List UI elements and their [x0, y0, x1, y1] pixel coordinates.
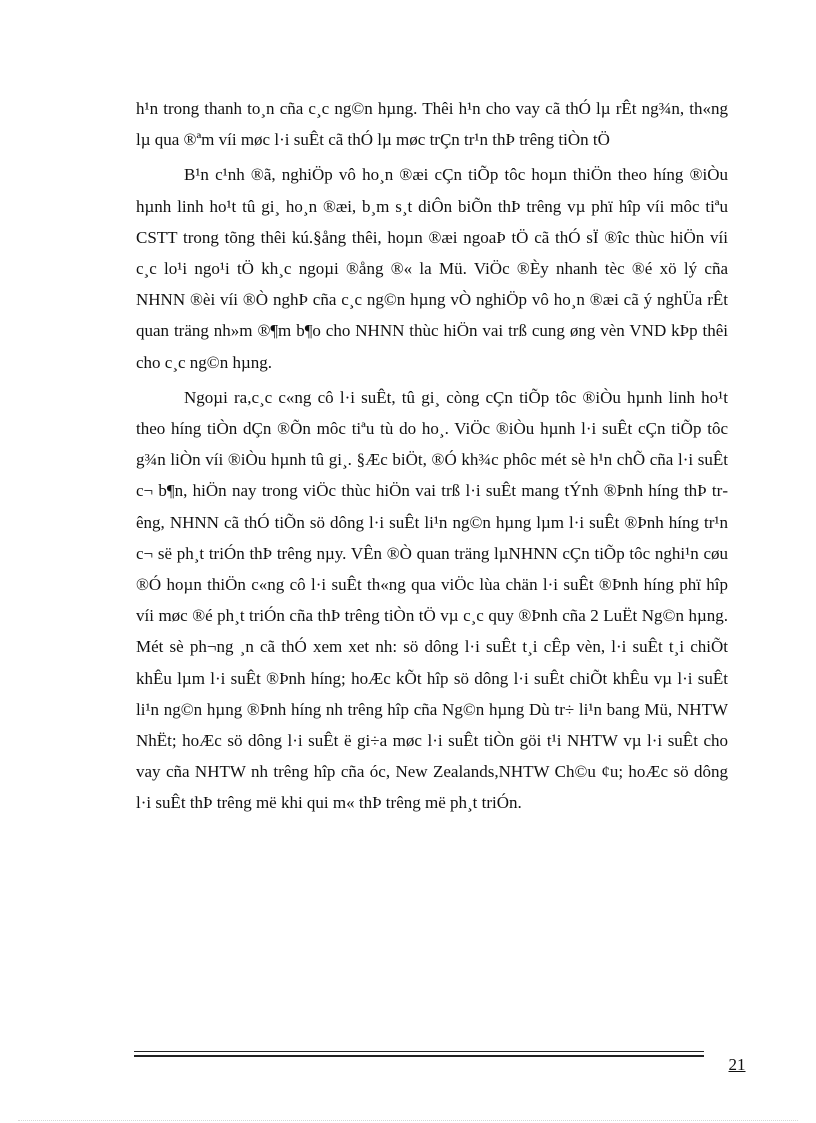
- footer-rule-top: [134, 1051, 704, 1052]
- page-edge-divider: [18, 1120, 798, 1121]
- paragraph-swap-operations: B¹n c¹nh ®ã, nghiÖp vô ho¸n ®æi cÇn tiÕp tôc hoµn thiÖn theo híng ®iÒu hµnh linh ho¹t tû gi¸ ho¸n ®æi, b¸m s¸t diÔn biÕn thÞ trêng vµ phï hîp víi môc tiªu CSTT trong tõng thêi kú.§ång thêi, hoµn ®æi ngoaÞ tÖ cã thÓ sÏ ®îc thùc hiÖn víi c¸c lo¹i ngo¹i tÖ kh¸c ngoµi ®ång ®« la Mü. ViÖc ®Èy nhanh tèc ®é xö lý cña NHNN ®èi víi ®Ò nghÞ cña c¸c ng©n hµng vÒ nghiÖp vô ho¸n ®æi cã ý nghÜa rÊt quan träng nh»m ®¶m b¶o cho NHNN thùc hiÖn vai trß cung øng vèn VND kÞp thêi cho c¸c ng©n hµng.: [136, 165, 728, 372]
- document-body: [136, 93, 728, 819]
- page-number: 21: [728, 1055, 746, 1074]
- paragraph-interest-rate-tools: Ngoµi ra,c¸c c«ng cô l·i suÊt, tû gi¸ còng cÇn tiÕp tôc ®iÒu hµnh linh ho¹t theo híng tiÒn dÇn ®Õn môc tiªu tù do ho¸. ViÖc ®iÒu hµnh l·i suÊt cÇn tiÕp tôc g¾n liÒn víi ®iÒu hµnh tû gi¸. §Æc biÖt, ®Ó kh¾c phôc mét sè h¹n chÕ cña l·i suÊt c¬ b¶n, hiÖn nay trong viÖc thùc hiÖn vai trß l·i suÊt mang tÝnh ®Þnh híng thÞ trêng, NHNN cã thÓ tiÕn sö dông l·i suÊt li¹n ng©n hµng lµm l·i suÊt ®Þnh híng tr¹n c¬ së ph¸t triÓn thÞ trêng nµy. VÊn ®Ò quan träng lµNHNN cÇn tiÕp tôc nghi¹n cøu ®Ó hoµn thiÖn c«ng cô l·i suÊt th«ng qua viÖc lùa chän l·i suÊt ®Þnh híng phï hîp víi møc ®é ph¸t triÓn cña thÞ trêng tiÒn tÖ vµ c¸c quy ®Þnh cña 2 LuËt Ng©n hµng. Mét sè ph¬ng ¸n cã thÓ xem xet nh: sö dông l·i suÊt t¸i cÊp vèn, l·i suÊt t¸i chiÕt khÊu lµm l·i suÊt ®Þnh híng; hoÆc kÕt hîp sö dông l·i suÊt chiÕt khÊu vµ l·i suÊt li¹n ng©n hµng ®Þnh híng nh trêng hîp cña Ng©n hµng Dù tr÷ li¹n bang Mü, NHTW NhËt; hoÆc sö dông l·i suÊt ë gi÷a møc l·i suÊt tiÒn göi t¹i NHTW vµ l·i suÊt cho vay cña NHTW nh trêng hîp cña óc, New Zealands,NHTW Ch©u ¢u; hoÆc sö dông l·i suÊt thÞ trêng më khi qui m« thÞ trêng më ph¸t triÓn.: [136, 387, 728, 813]
- footer-rule-bottom: [134, 1055, 704, 1057]
- paragraph-continuation: h¹n trong thanh to¸n cña c¸c ng©n hµng. Thêi h¹n cho vay cã thÓ lµ rÊt ng¾n, th«ng lµ qua ®ªm víi møc l·i suÊt cã thÓ lµ møc trÇn tr¹n thÞ trêng tiÒn tÖ: [136, 99, 728, 150]
